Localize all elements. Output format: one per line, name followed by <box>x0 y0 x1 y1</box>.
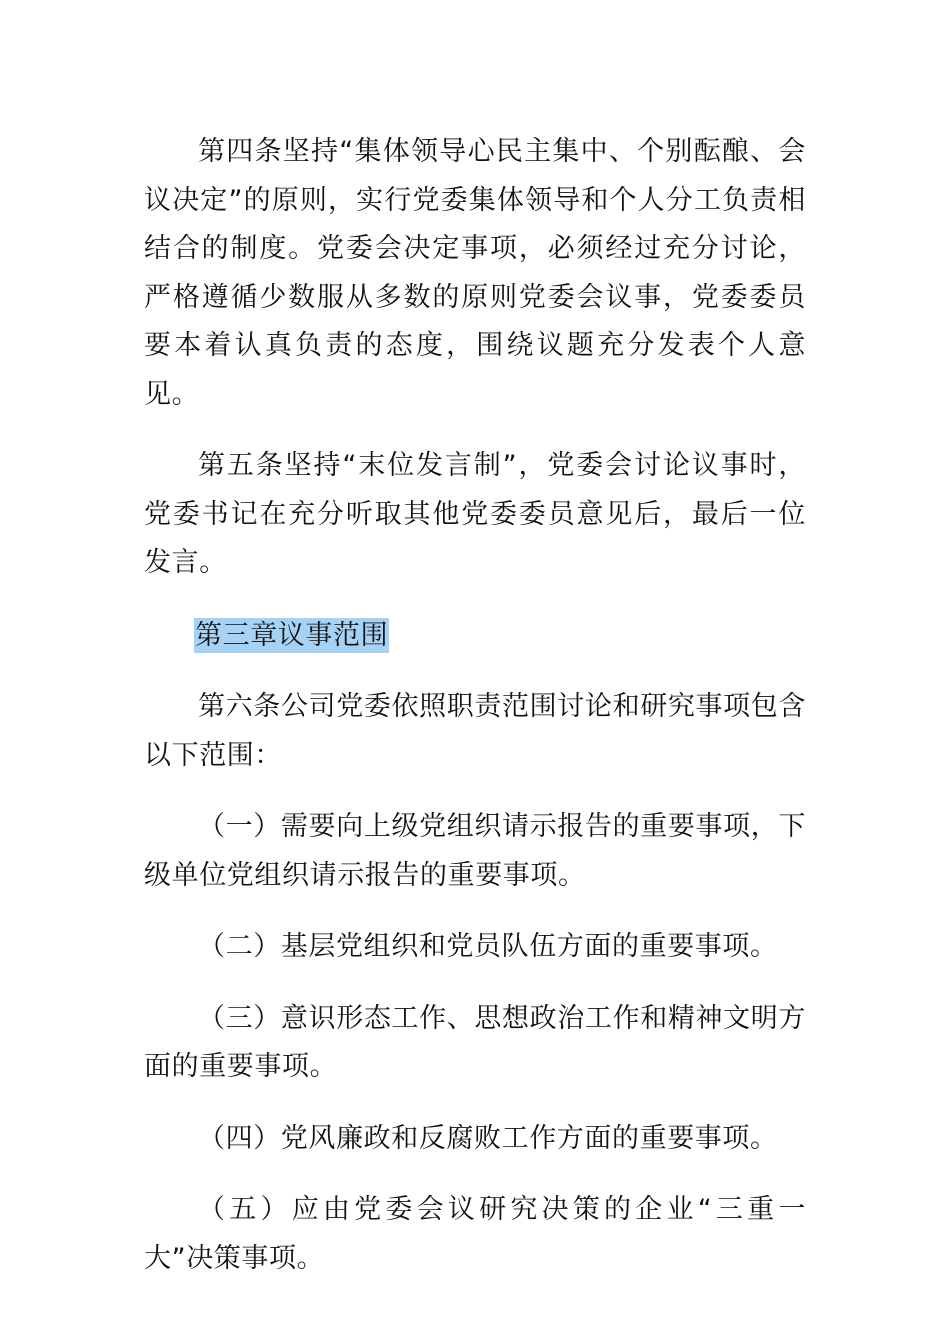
article-6-paragraph: 第六条公司党委依照职责范围讨论和研究事项包含以下范围： <box>144 691 806 771</box>
list-item-1: （一）需要向上级党组织请示报告的重要事项，下级单位党组织请示报告的重要事项。 <box>144 811 806 891</box>
document-page <box>144 128 806 1283</box>
list-item-3: （三）意识形态工作、思想政治工作和精神文明方面的重要事项。 <box>144 1002 806 1082</box>
list-item-4: （四）党风廉政和反腐败工作方面的重要事项。 <box>198 1122 778 1154</box>
article-4-paragraph: 第四条坚持“集体领导心民主集中、个别酝酿、会议决定”的原则，实行党委集体领导和个人分工负责相结合的制度。党委会决定事项，必须经过充分讨论，严格遵循少数服从多数的原则党委会议事，党委委员要本着认真负责的态度，围绕议题充分发表个人意见。 <box>144 136 806 410</box>
chapter-heading-highlighted[interactable]: 第三章议事范围 <box>195 619 389 651</box>
list-item-5: （五）应由党委会议研究决策的企业“三重一大”决策事项。 <box>144 1194 806 1274</box>
list-item-2: （二）基层党组织和党员队伍方面的重要事项。 <box>198 931 778 962</box>
article-5-paragraph: 第五条坚持“末位发言制”，党委会讨论议事时，党委书记在充分听取其他党委委员意见后，最后一位发言。 <box>144 450 806 578</box>
chapter-heading-row <box>144 612 806 661</box>
